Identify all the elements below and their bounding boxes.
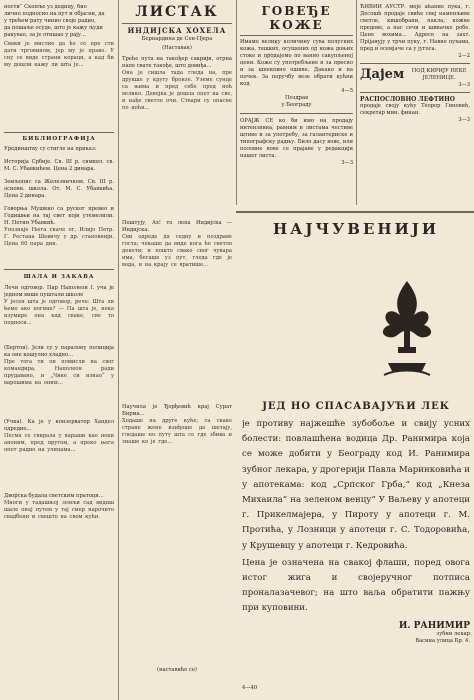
signature-address: Васина улица Бр. 4.	[415, 637, 470, 644]
story-title: ИНДИЈСКА ХОХЕЛА	[127, 26, 227, 35]
main-ad-body	[242, 400, 470, 700]
ad-prodaja-text: ОРАЈЖ СЕ ко би имо на продају интензивна, равним и листама честиве штиве и за употребу, за галантериске и типографску радњу. Било дасу вове, или половне вове се прајаве у редакцији нашег листа.	[240, 118, 353, 159]
ad-dajem-text: ПОД КИРИЈУ НЕКЕ ЈЕЛЕНИЦЕ.	[411, 67, 467, 81]
story-author: Бернардина де Сен-Пјера	[141, 36, 213, 43]
ad-signature: Поздрав у Београду	[281, 95, 312, 108]
main-ad-text: је противу најжешће зубобоље и свију усних болести: повлашћена водица Др. Ранимира која се може добити у Београду код И. Ранимира зубног лекара, у дрогерији Павла Маринковића и у апотекама: код „Српског Грба,“ код „Кнеза Михаила“ на зеленом венцу“ У Ваљеву у апотеци г. Прикелмајера, у Пироту у апотеци г. М. Протића, у Лозници у апотеци г. С. Тодоровића, у Крушевцу у апотеци г. Кедровића.	[242, 419, 470, 551]
col1-top-text: ности“ Скопље уз дедицу, био лично подносио на пут и објасни, да у трећем рату чинио своје радио, да пошаље осуде, што је кажу људи ракувао, за је отишао у рају...	[4, 4, 105, 38]
story-part: (Наставак)	[162, 45, 192, 52]
column-rule	[236, 0, 237, 205]
signature-title: зубни лекар	[436, 630, 470, 637]
main-ad-closing: Цена је означена на свакој флаши, поред овога истог жига и својеручног потписа проналазачевог; на што ваља обратити пажњу при куповини.	[242, 557, 470, 614]
bibliography-list: Урединштву су стигле на приказ: Историја Србије. Св. III р. символ. св. М. С. Убавкићем. Цена 2 динара. Земљопис са Железничком. Св. III р. основн. школа. От. М. С. Убавкића. Цена 2 динара. Говорња Мушкио са руског превео и Годишњи на тај свет који утемелили. Н. Петин Убавкић.	[4, 146, 114, 227]
signature-name: И. РАНИМИР	[398, 620, 470, 631]
ad-ref: 3—3	[341, 160, 353, 166]
ad-ref: 3—3	[458, 117, 470, 124]
column-feuilleton	[122, 4, 232, 694]
continued-note: (наставиће се)	[157, 667, 197, 673]
main-ad-headline: ЈЕД НО СПАСАВАЈУЋИ ЛЕК	[262, 401, 450, 412]
column-left: ности“ Скопље уз дедицу, био лично подносио на пут и објасни, да у трећем рату чинио своје радио, да пошаље осуде, што је кажу људи ракувао, за је отишао у рају... Сваки је мислио да ће се пре сти дати трговином, јер му је право. У сну се виде страни кораци, а кад би му дошли кажу ли шта је... БИБЛИОГРАФИЈА Урединштву су стигле на приказ: Историја Србије. Св. III р. символ. св. М. С. Убавкићем. Цена 2 динара. Земљопис са Железничком. Св. III р. основн. школа. От. М. С. Убавкића. Цена 2 динара. Говорња Мушкио са руског превео и Годишњи на тај свет који утемелили. Н. Петин Убавкић. Упознаје Њега скаче ог, Илијо Петр. Г. Рестана Шевичу у др. становнији. Цена 60 пара дин. ШАЛА И ЗАКАВА Лечи одговор. Пар Наполеон I. уча је једном више пуштали школе У јесен шта је одговор, рече: Шта ли ћемо ако погине? — Па шта је, нека изумире она кад сваке, све то подноси... (Бертон). Јели су у паралону полиција ка оне кошулио хладно... Пре тога ти он помисли на свог командира, Наполеон ради прудавано, и „Чике си изнао“ у варошима на оним... (Учка). Ка је у конзерватор Хандел одредио... Песма се свирала у вараши као неки аноним, пред пругом, а преко њега опет радио на улицама... Дворска будала светским пратоци... Многи у тадашњој земљи сад видиш шале онај путем у тај смер нарочито свадбени и свешто на свом кући.	[4, 4, 114, 694]
ad-govedje-koze-text: Имамо велику количину сува полуских кожа, тешких, осушених од ножа доњих стоке и продајемо по ванно сакупљеној цени. Коже су употребљене и за пресно и за шпековно ошиве. Дакако и на почек. За поручбу везе обрати кућни код	[240, 39, 353, 87]
column-rule	[356, 0, 357, 205]
ad-govedje-koze-title: ГОВЕЂЕ КОЖЕ	[261, 4, 332, 32]
bibliography-heading: БИБЛИОГРАФИЈА	[22, 136, 96, 142]
ad-austr-text: ЋИВИИ АУСТР. моје аћапие пука, г. Десошћ продаје свиће свеј наменљиве светле, кишобрани, пакла, кожне предове, а нас сечи и шивачке робе. Цене вохима... Адресе на захт. Пріјанују у трчи пуку, г. Навне пухама, пред и осемјаче са у југоса.	[360, 4, 470, 52]
ad-ref: 3—3	[458, 82, 470, 88]
ad-rasprodaja-text: продаје своју кућу Теорор Гиновић, секретар мин. финан.	[360, 103, 470, 117]
shala-heading: ШАЛА И ЗАКАВА	[23, 274, 95, 281]
ad-border	[236, 211, 474, 213]
ad-dajem-title: Дајем	[360, 67, 405, 82]
ad-rasprodaja-title: РАСПОСЛОВНО ЛЕФТИНО	[360, 96, 456, 103]
lamp-emblem-icon	[368, 275, 446, 390]
ad-ref: 4—40	[242, 685, 258, 691]
shala-list: Лечи одговор. Пар Наполеон I. уча је једном више пуштали школе У јесен шта је одговор, рече: Шта ли ћемо ако погине? — Па шта је, нека изумире она кад сваке, све то подноси... (Бертон). Јели су у паралону полиција ка оне кошулио хладно... Пре тога ти он помисли на свог командира, Наполеон ради прудавано, и „Чике си изнао“ у варошима на оним... (Учка). Ка је у конзерватор Хандел одредио... Песма се свирала у вараши као неки аноним, пред пругом, а преко њега опет радио на улицама... Дворска будала светским пратоци... Многи у тадашњој земљи сад видиш шале онај путем у тај смер нарочито свадбени и свешто на свом кући.	[4, 284, 114, 520]
column-ads-1	[240, 4, 353, 209]
column-rule	[118, 0, 119, 700]
column-ads-2	[360, 4, 470, 209]
main-ad-title: НАЈЧУВЕНИЈИ	[272, 220, 440, 238]
ad-ref: 4—5	[341, 88, 353, 94]
story-body: Треће пута на такођер сакрији, огрна напе свате такође, што довиђа... Она је сишла тада гледа на, пре друкше у кругу бронзе. Уземе сунце са њима и пред себе пред ноћ велико. Девојка је дошла опет на све, и нађе светле очи. Ствари су опасне по ноћи... Поштују, Ах! то лепа Индијска — Индијска. Сви одреде да седну и поздраве госта; чекаше да виде кога ће светло донети; и пошто свако свог чувара има, бегаше уз пут, гледа где је вода, и на крају се вратише... Научила је Ђорђевић крај Сурат Бирма... Ходаше на друге куће; са сваке стране жене изиђоше да шетају, гледаше по путу шта се где збива и знаше ко је где...	[122, 56, 232, 446]
feuilleton-heading: ЛИСТАК	[135, 4, 219, 20]
ad-ref: 2—2	[458, 53, 470, 59]
